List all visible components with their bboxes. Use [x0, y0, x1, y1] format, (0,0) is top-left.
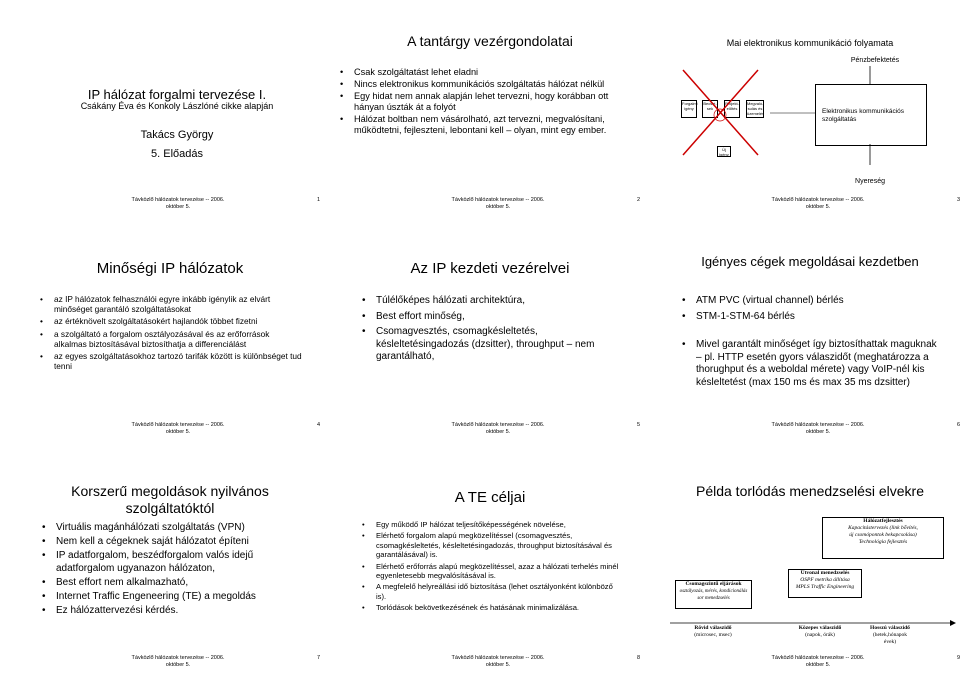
authors: Csákány Éva és Konkoly Lászlóné cikke alapján: [80, 101, 274, 111]
cross-out-mark: [678, 65, 773, 160]
footer-text: Távközlő hálózatok tervezése -- 2006. október 5.: [131, 197, 225, 210]
list-item: • STM-1-STM-64 bérlés: [682, 311, 940, 324]
slide-5: [340, 250, 640, 450]
list-item: • az IP hálózatok felhasználói egyre inkább igénylik az elvárt minőséget garantáló szolgáltatásokat: [40, 294, 302, 314]
list-item: • Internet Traffic Engeneering (TE) a megoldás: [42, 590, 304, 603]
slide-number: 5: [636, 422, 640, 428]
slide-title: IP hálózat forgalmi tervezése I.: [87, 87, 267, 102]
list-item: • Elérhető forgalom alapú megközelítéssel (csomagvesztés, csomagkésleltetés, késleltetésingadozás, throughput biztosításával és garantálásával) is.: [362, 531, 624, 559]
slide-title: Minőségi IP hálózatok: [96, 260, 244, 277]
list-item: • Csak szolgáltatást lehet eladni: [340, 67, 640, 78]
flow-box: Megvaló- sulás és üzemelés: [747, 101, 765, 116]
packet-level-box: Csomagszintű eljárások osztályozás, mérés, kondicionálás sor menedzselés: [675, 580, 752, 609]
flow-box: Becslé- sek: [702, 100, 718, 118]
footer-text: Távközlő hálózatok tervezése -- 2006. október 5.: [131, 422, 225, 435]
slide-title: Igényes cégek megoldásai kezdetben: [701, 254, 919, 269]
route-management-box: Útvonal menedzselés OSPF metrika állítása MPLS Traffic Engineering: [788, 569, 862, 598]
box-heading: Hálózatfejlesztés: [863, 518, 903, 524]
lecture-number: 5. Előadás: [151, 148, 203, 160]
flow-box: Forgalmi igény: [681, 100, 697, 118]
center-text: Elektronikus kommunikációs szolgáltatás: [822, 108, 905, 123]
flow-box: Projekt- előtés: [724, 100, 740, 118]
list-item: • Csomagvesztés, csomagkésleltetés, késleltetésingadozás (dzsitter), throughput – nem garantálható,: [362, 326, 630, 364]
footer-text: Távközlő hálózatok tervezése -- 2006. október 5.: [771, 197, 865, 210]
list-item: • A megfelelő helyreállási idő biztosítása (lehet osztályonként különböző is).: [362, 582, 624, 601]
slide-number: 1: [316, 197, 320, 203]
slide-number: 3: [956, 197, 960, 203]
list-item: • Elérhető erőforrás alapú megközelítéssel, azaz a hálózati terhelés minél egyenletesebb megvalósításával is.: [362, 562, 624, 581]
presenter: Takács György: [140, 129, 214, 141]
slide-9: [660, 475, 960, 675]
list-item: • Best effort minőség,: [362, 311, 630, 324]
list-item: • a szolgáltató a forgalom osztályozásával és az erőforrások alkalmas biztosításával biztosíthatja a differenciálást: [40, 329, 302, 349]
list-item: • Nincs elektronikus kommunikációs szolgáltatás hálózat nélkül: [340, 79, 640, 90]
footer-text: Távközlő hálózatok tervezése -- 2006. október 5.: [771, 422, 865, 435]
list-item: • Hálózat boltban nem vásárolható, azt tervezni, megvalósítani, működtetni, fejleszteni, lebontani kell – olyan, mint egy ember.: [340, 114, 640, 136]
slide-number: 2: [636, 197, 640, 203]
network-development-box: Hálózatfejlesztés Kapacitástervezés (link bővítés, új csomópontok bekapcsolása) Technológia fejlesztés: [822, 517, 944, 559]
slide-title: A TE céljai: [454, 489, 526, 506]
slide-number: 7: [316, 655, 320, 661]
list-item: • ATM PVC (virtual channel) bérlés: [682, 295, 940, 308]
list-item: • Torlódások bekövetkezésének és hatásának minimalizálása.: [362, 603, 624, 612]
list-item: • Egy hidat nem annak alapján lehet tervezni, hogy korábban ott hányan úszták át a folyót: [340, 91, 640, 113]
flow-box: Új igény: [717, 146, 731, 157]
footer-text: Távközlő hálózatok tervezése -- 2006. október 5.: [131, 655, 225, 668]
list-item: • Nem kell a cégeknek saját hálózatot építeni: [42, 535, 304, 548]
footer-text: Távközlő hálózatok tervezése -- 2006. október 5.: [771, 655, 865, 668]
list-item: • az értéknövelt szolgáltatásokért hajlandók többet fizetni: [40, 316, 302, 326]
short-response: Rövid válaszidő (microsec, msec): [694, 625, 732, 638]
footer-text: Távközlő hálózatok tervezése -- 2006. október 5.: [451, 422, 545, 435]
slide-title: Korszerű megoldások nyilvános szolgáltatóktól: [71, 483, 269, 516]
list-item: • Best effort nem alkalmazható,: [42, 576, 304, 589]
slide-title: Mai elektronikus kommunikáció folyamata: [726, 38, 894, 48]
slide-number: 6: [956, 422, 960, 428]
slide-3: [660, 25, 960, 225]
list-item: • Egy működő IP hálózat teljesítőképességének növelése,: [362, 520, 624, 529]
slide-2: [340, 25, 640, 225]
top-label: Pénzbefektetés: [850, 57, 900, 64]
slide-6: [660, 250, 960, 450]
medium-response: Közepes válaszidő (napok, órák): [798, 625, 842, 638]
slide-7: [20, 475, 320, 675]
box-heading: Csomagszintű eljárások: [685, 581, 742, 587]
slide-1: [20, 25, 320, 225]
list-item: • Virtuális magánhálózati szolgáltatás (VPN): [42, 521, 304, 534]
slide-number: 4: [316, 422, 320, 428]
list-item: • IP adatforgalom, beszédforgalom valós idejű adatforgalom ugyanazon hálózaton,: [42, 549, 304, 575]
slide-title: Az IP kezdeti vezérelvei: [410, 260, 570, 277]
list-item: • Túlélőképes hálózati architektúra,: [362, 295, 630, 308]
long-response: Hosszú válaszidő (hetek,hónapok évek): [870, 625, 910, 645]
slide-title: Példa torlódás menedzselési elvekre: [695, 483, 924, 499]
slide-8: [340, 475, 640, 675]
slide-title: A tantárgy vezérgondolatai: [407, 33, 573, 49]
footer-text: Távközlő hálózatok tervezése -- 2006. október 5.: [451, 197, 545, 210]
footer-text: Távközlő hálózatok tervezése -- 2006. október 5.: [451, 655, 545, 668]
list-item: • Ez hálózattervezési kérdés.: [42, 604, 304, 617]
slide-number: 9: [956, 655, 960, 661]
list-item: • az egyes szolgáltatásokhoz tartozó tarifák között is különbséget tud tenni: [40, 351, 302, 371]
slide-4: [20, 250, 320, 450]
bottom-label: Nyereség: [855, 178, 885, 185]
slide-number: 8: [636, 655, 640, 661]
list-item: • Mivel garantált minőséget így biztosíthattak maguknak – pl. HTTP esetén gyors válaszidőt (meghatározza a thorughput és a weboldal mérete) vagy VoIP-nél kis késleltetést (max 150 ms és max 35 ms dzsitter): [682, 339, 940, 389]
box-heading: Útvonal menedzselés: [800, 570, 850, 576]
